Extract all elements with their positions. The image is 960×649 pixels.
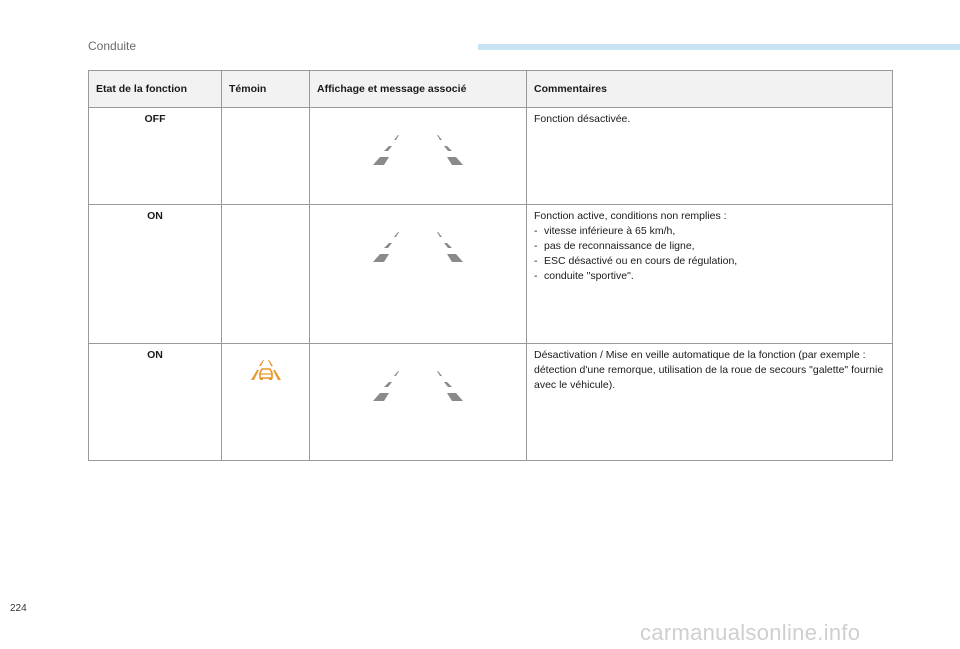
state-cell: ON — [89, 205, 222, 344]
comment-cell — [527, 205, 893, 344]
state-cell: ON — [89, 344, 222, 461]
list-item: - pas de reconnaissance de ligne, — [534, 240, 695, 252]
section-header-bar — [478, 44, 960, 50]
table-row — [89, 344, 893, 461]
lane-lines-grey-icon — [368, 366, 468, 402]
comment-cell: Fonction désactivée. — [527, 108, 893, 205]
list-item: - conduite "sportive". — [534, 270, 634, 282]
comment-intro: Fonction active, conditions non remplies : — [534, 210, 727, 222]
section-title: Conduite — [88, 39, 137, 53]
header-warning-lamp: Témoin — [222, 71, 310, 108]
display-cell — [310, 344, 527, 461]
display-cell — [310, 108, 527, 205]
page-number: 224 — [10, 603, 27, 614]
function-status-table — [88, 70, 893, 461]
watermark: carmanualsonline.info — [640, 620, 861, 645]
lane-lines-grey-icon — [368, 130, 468, 166]
table-row — [89, 108, 893, 205]
lane-keep-assist-orange-icon — [249, 352, 283, 382]
table-row — [89, 205, 893, 344]
warning-lamp-cell — [222, 344, 310, 461]
conditions-list — [534, 224, 885, 284]
display-cell — [310, 205, 527, 344]
header-state: Etat de la fonction — [89, 71, 222, 108]
state-cell: OFF — [89, 108, 222, 205]
comment-cell: Désactivation / Mise en veille automatique de la fonction (par exemple : détection d'une remorque, utilisation de la roue de secours "galette" fournie avec le véhicule). — [527, 344, 893, 461]
warning-lamp-cell — [222, 205, 310, 344]
lane-lines-grey-icon — [368, 227, 468, 263]
header-comments: Commentaires — [527, 71, 893, 108]
header-display: Affichage et message associé — [310, 71, 527, 108]
list-item: - ESC désactivé ou en cours de régulation, — [534, 255, 738, 267]
list-item: - vitesse inférieure à 65 km/h, — [534, 225, 676, 237]
warning-lamp-cell — [222, 108, 310, 205]
table-header-row — [89, 71, 893, 108]
